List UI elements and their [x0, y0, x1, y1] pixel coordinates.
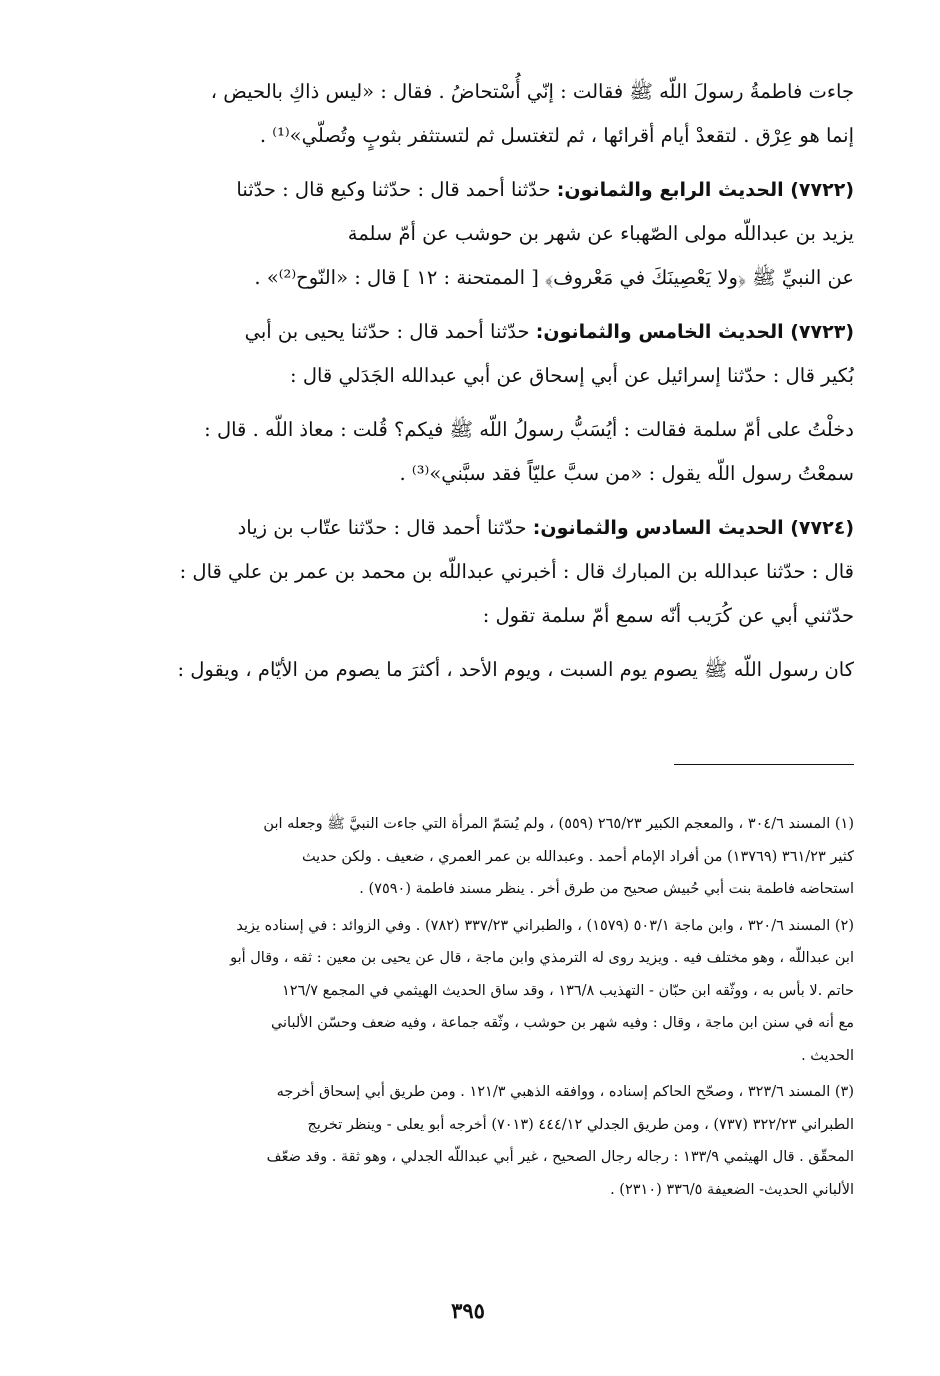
- footnotes: [82, 808, 854, 1210]
- text-line: دخلْتُ على أمّ سلمة فقالت : أيُسَبُّ رسولُ اللّه ﷺ فيكم؟ قُلت : معاذ اللّه . قال :: [204, 418, 854, 441]
- hadith-7722: [82, 168, 854, 300]
- text-line: إنما هو عِرْق . لتقعدْ أيام أقرائها ، ثم لتغتسل ثم لتستثفر بثوبٍ وتُصلّي»⁽¹⁾ .: [259, 124, 854, 147]
- text-line: قال : حدّثنا عبدالله بن المبارك قال : أخبرني عبداللّه بن محمد بن عمر بن علي قال :: [179, 560, 854, 583]
- text-line: [82, 168, 854, 212]
- hadith-7724: [82, 506, 854, 638]
- text-line: [82, 506, 854, 550]
- footnote-line: حاتم .لا بأس به ، ووثّقه ابن حبّان - التهذيب ١٣٦/٨ ، وقد ساق الحديث الهيثمي في المجمع ١٢٦/٧: [282, 982, 854, 999]
- book-page: [82, 70, 854, 1360]
- footnote-line: مع أنه في سنن ابن ماجة ، وقال : وفيه شهر بن حوشب ، وثّقه جماعة ، وفيه ضعف وحسّن الألباني: [270, 1015, 854, 1031]
- paragraph-fatima-narration: [82, 70, 854, 158]
- text-line: عن النبيِّ ﷺ ﴿ولا يَعْصِينَكَ في مَعْروف﴾ [ الممتحنة : ١٢ ] قال : «النّوح⁽²⁾» .: [254, 266, 854, 289]
- page-number: ٣٩٥: [451, 1298, 485, 1323]
- footnote-line: (٢) المسند ٣٢٠/٦ ، وابن ماجة ٥٠٣/١ (١٥٧٩) ، والطبراني ٣٣٧/٢٣ (٧٨٢) . وفي الزوائد : في إسناده يزيد: [236, 917, 854, 934]
- footnote-line: المحقّق . قال الهيثمي ١٣٣/٩ : رجاله رجال الصحيح ، غير أبي عبداللّه الجدلي ، وهو ثقة . وقد ضعّف: [266, 1149, 854, 1165]
- footnote-line: (١) المسند ٣٠٤/٦ ، والمعجم الكبير ٢٦٥/٢٣ (٥٥٩) ، ولم يُسَمّ المرأة التي جاءت النبيَّ ﷺ وجعله ابن: [263, 816, 854, 832]
- isnad-text: حدّثنا أحمد قال : حدّثنا يحيى بن أبي: [244, 320, 536, 343]
- hadith-7723: [82, 310, 854, 398]
- footnote-separator: [674, 764, 854, 765]
- isnad-text: حدّثنا أحمد قال : حدّثنا عتّاب بن زياد: [237, 516, 533, 539]
- text-line: جاءت فاطمةُ رسولَ اللّه ﷺ فقالت : إنّي أُسْتحاضُ . فقال : «ليس ذاكِ بالحيض ،: [210, 80, 854, 103]
- footnote-line: (٣) المسند ٣٢٣/٦ ، وصحّح الحاكم إسناده ، ووافقه الذهبي ١٢١/٣ . ومن طريق أبي إسحاق أخرجه: [276, 1084, 854, 1100]
- footnote-line: الألباني الحديث- الضعيفة ٣٣٦/٥ (٢٣١٠) .: [610, 1181, 854, 1198]
- text-line: سمعْتُ رسول اللّه يقول : «من سبَّ عليّاً فقد سبَّني»⁽³⁾ .: [399, 462, 854, 485]
- hadith-7723-matn: [82, 408, 854, 496]
- footnote-3: [82, 1076, 854, 1206]
- hadith-heading: (٧٧٢٤) الحديث السادس والثمانون:: [532, 517, 854, 539]
- hadith-heading: (٧٧٢٣) الحديث الخامس والثمانون:: [535, 321, 854, 343]
- footnote-1: [82, 808, 854, 906]
- text-line: يزيد بن عبداللّه مولى الصّهباء عن شهر بن حوشب عن أمّ سلمة: [347, 222, 854, 245]
- text-line: حدّثني أبي عن كُرَيب أنّه سمع أمّ سلمة تقول :: [482, 604, 854, 627]
- footnote-line: استحاضه فاطمة بنت أبي حُبيش صحيح من طرق أخر . ينظر مسند فاطمة (٧٥٩٠) .: [359, 881, 854, 897]
- text-line: كان رسول اللّه ﷺ يصوم يوم السبت ، ويوم الأحد ، أكثرَ ما يصوم من الأيّام ، ويقول :: [177, 658, 854, 681]
- footnote-line: كثير ٣٦١/٢٣ (١٣٧٦٩) من أفراد الإمام أحمد . وعبدالله بن عمر العمري ، ضعيف . ولكن حديث: [301, 848, 854, 865]
- text-line: [82, 310, 854, 354]
- isnad-text: حدّثنا أحمد قال : حدّثنا وكيع قال : حدّثنا: [236, 178, 557, 201]
- footnote-line: الحديث .: [801, 1047, 854, 1064]
- hadith-heading: (٧٧٢٢) الحديث الرابع والثمانون:: [556, 179, 854, 201]
- footnote-2: [82, 910, 854, 1073]
- text-line: بُكير قال : حدّثنا إسرائيل عن أبي إسحاق عن أبي عبدالله الجَدَلي قال :: [290, 364, 854, 387]
- hadith-7724-matn: [82, 648, 854, 692]
- footnote-line: الطبراني ٣٢٢/٢٣ (٧٣٧) ، ومن طريق الجدلي ٤٤٤/١٢ (٧٠١٣) أخرجه أبو يعلى - وينظر تخريج: [307, 1116, 854, 1133]
- footnote-line: ابن عبداللّه ، وهو مختلف فيه . ويزيد روى له الترمذي وابن ماجة ، قال عن يحيى بن معين : ثقه ، وقال أبو: [230, 950, 854, 966]
